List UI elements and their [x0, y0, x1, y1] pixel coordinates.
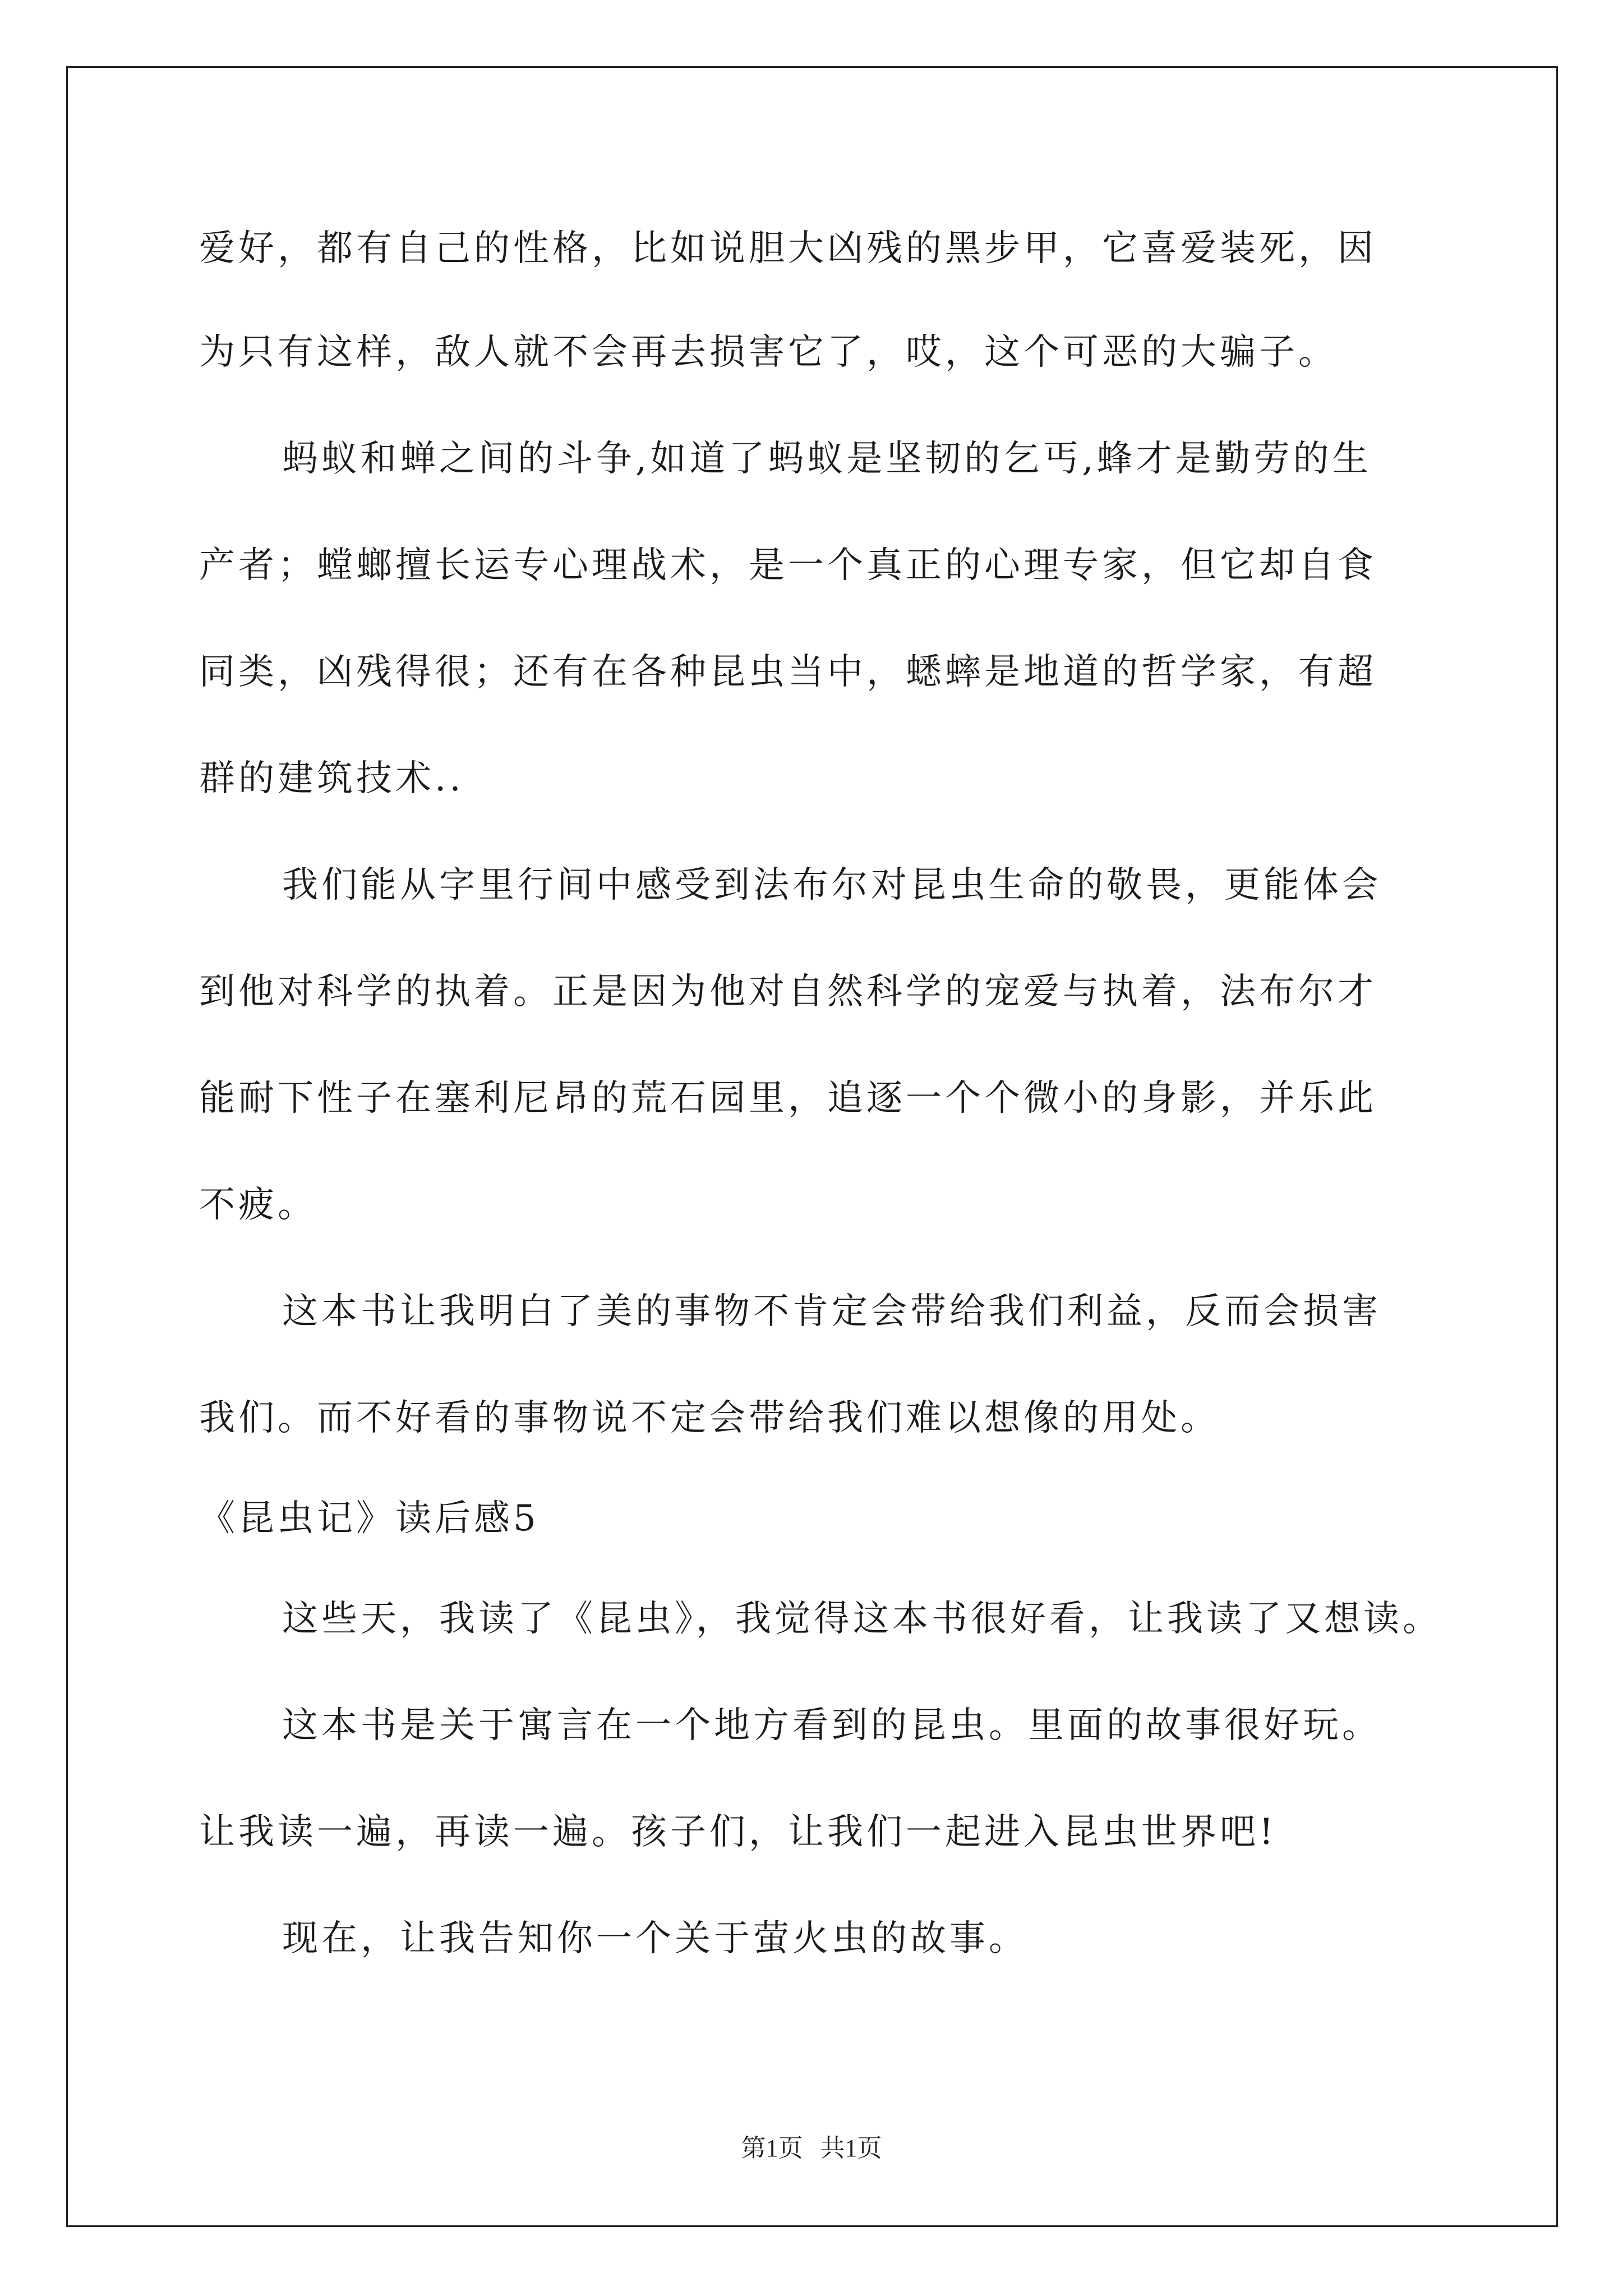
paragraph-line: 我们能从字里行间中感受到法布尔对昆虫生命的敬畏，更能体会	[282, 864, 1381, 906]
paragraph-line: 产者；螳螂擅长运专心理战术，是一个真正的心理专家，但它却自食	[199, 545, 1377, 586]
document-body	[199, 222, 1442, 1966]
paragraph-line: 我们。而不好看的事物说不定会带给我们难以想像的用处。	[199, 1397, 1220, 1439]
paragraph-line: 现在，让我告知你一个关于萤火虫的故事。	[282, 1918, 1028, 1959]
paragraph-line: 能耐下性子在塞利尼昂的荒石园里，追逐一个个微小的身影，并乐此	[199, 1078, 1377, 1119]
paragraph-line: 群的建筑技术..	[199, 758, 464, 799]
paragraph-line: 让我读一遍，再读一遍。孩子们，让我们一起进入昆虫世界吧!	[199, 1811, 1277, 1853]
paragraph-line: 这本书让我明白了美的事物不肯定会带给我们利益，反而会损害	[282, 1291, 1381, 1332]
paragraph-line: 到他对科学的执着。正是因为他对自然科学的宠爱与执着，法布尔才	[199, 971, 1377, 1013]
paragraph-line: 爱好，都有自己的性格，比如说胆大凶残的黑步甲，它喜爱装死，因	[199, 228, 1377, 269]
page-total: 共1页	[820, 2134, 882, 2162]
paragraph-line: 这些天，我读了《昆虫》，我觉得这本书很好看，让我读了又想读。	[282, 1598, 1442, 1640]
section-heading: 《昆虫记》读后感5	[199, 1498, 540, 1539]
page-number: 第1页	[741, 2134, 803, 2162]
paragraph-line: 同类，凶残得很；还有在各种昆虫当中，蟋蟀是地道的哲学家，有超	[199, 651, 1377, 693]
page-footer	[0, 2132, 1623, 2165]
paragraph-line: 这本书是关于寓言在一个地方看到的昆虫。里面的故事很好玩。	[282, 1705, 1381, 1746]
paragraph-line: 蚂蚁和蝉之间的斗争,如道了蚂蚁是坚韧的乞丐,蜂才是勤劳的生	[282, 438, 1372, 480]
paragraph-line: 不疲。	[199, 1184, 317, 1226]
paragraph-line: 为只有这样，敌人就不会再去损害它了，哎，这个可恶的大骗子。	[199, 332, 1338, 373]
